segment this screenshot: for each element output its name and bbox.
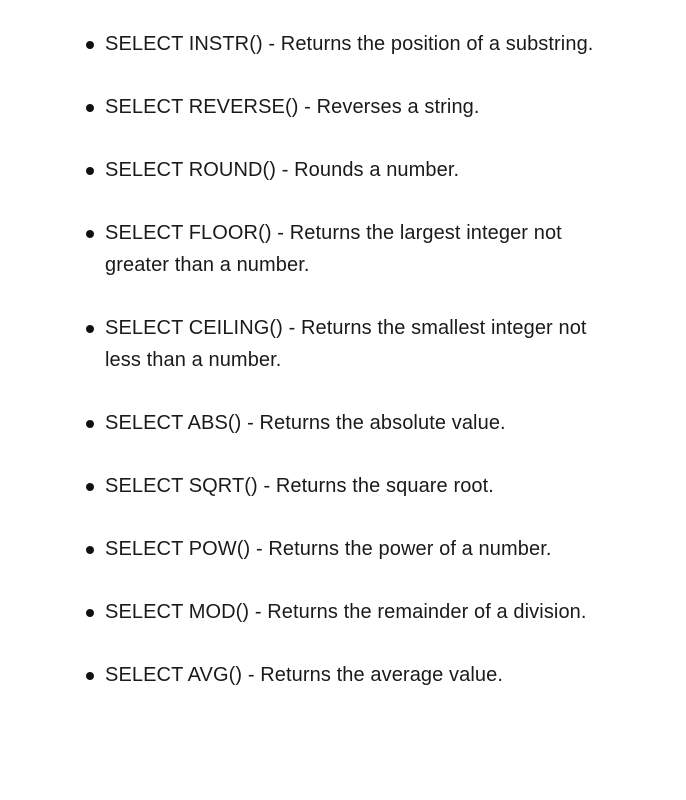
- bullet-icon: [86, 672, 94, 680]
- list-item: [86, 28, 626, 60]
- bullet-icon: [86, 230, 94, 238]
- list-item: [86, 659, 626, 691]
- list-item: [86, 217, 626, 281]
- bullet-icon: [86, 609, 94, 617]
- list-item: [86, 596, 626, 628]
- list-item: [86, 470, 626, 502]
- bullet-icon: [86, 41, 94, 49]
- bullet-icon: [86, 325, 94, 333]
- list-item-text: SELECT INSTR() - Returns the position of a substring.: [105, 33, 594, 55]
- list-item-text: SELECT MOD() - Returns the remainder of a division.: [105, 601, 587, 623]
- list-item-text: SELECT CEILING() - Returns the smallest integer not less than a number.: [105, 317, 587, 371]
- bullet-icon: [86, 167, 94, 175]
- bullet-icon: [86, 483, 94, 491]
- list-item-text: SELECT ROUND() - Rounds a number.: [105, 159, 460, 181]
- list-item: [86, 312, 626, 376]
- list-item: [86, 533, 626, 565]
- list-item-text: SELECT AVG() - Returns the average value.: [105, 664, 503, 686]
- bullet-icon: [86, 420, 94, 428]
- bullet-icon: [86, 104, 94, 112]
- bullet-icon: [86, 546, 94, 554]
- list-item: [86, 407, 626, 439]
- list-item-text: SELECT REVERSE() - Reverses a string.: [105, 96, 480, 118]
- list-item: [86, 154, 626, 186]
- list-item-text: SELECT SQRT() - Returns the square root.: [105, 475, 494, 497]
- list-item-text: SELECT POW() - Returns the power of a number.: [105, 538, 552, 560]
- list-item: [86, 91, 626, 123]
- list-item-text: SELECT FLOOR() - Returns the largest integer not greater than a number.: [105, 222, 562, 276]
- sql-function-list: [0, 28, 686, 691]
- list-item-text: SELECT ABS() - Returns the absolute value.: [105, 412, 506, 434]
